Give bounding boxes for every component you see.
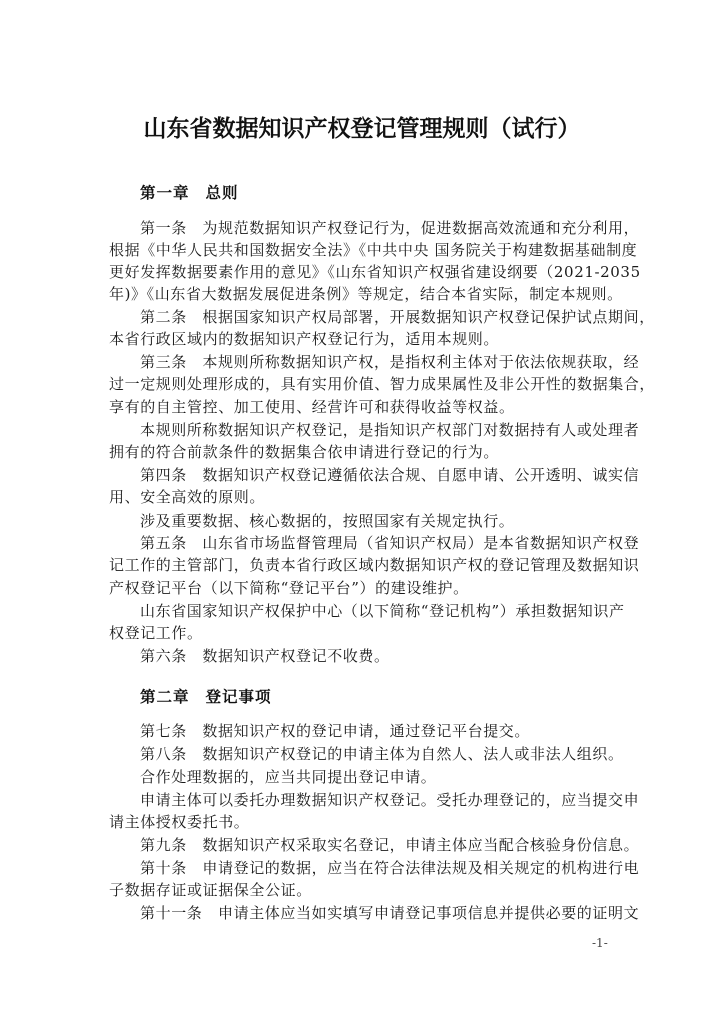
article-5-para-2-line-2: 权登记工作。 [109, 624, 203, 642]
article-8-para-3-line-1: 申请主体可以委托办理数据知识产权登记。受托办理登记的，应当提交申 [140, 791, 640, 809]
article-1-line-3: 更好发挥数据要素作用的意见》《山东省知识产权强省建设纲要（2021-2035 [109, 263, 641, 281]
chapter-name: 总则 [205, 184, 239, 202]
article-5-para-2-line-1: 山东省国家知识产权保护中心（以下简称“登记机构”）承担数据知识产 [140, 602, 625, 620]
article-4-para-2-line-1: 涉及重要数据、核心数据的，按照国家有关规定执行。 [140, 512, 515, 530]
article-4-line-1: 第四条 数据知识产权登记遵循依法合规、自愿申请、公开透明、诚实信 [140, 466, 640, 484]
article-5-line-1: 第五条 山东省市场监督管理局（省知识产权局）是本省数据知识产权登 [140, 534, 640, 552]
chapter-number: 第一章 [140, 184, 190, 202]
article-3-line-2: 过一定规则处理形成的，具有实用价值、智力成果属性及非公开性的数据集合， [109, 375, 656, 393]
article-6-line-1: 第六条 数据知识产权登记不收费。 [140, 647, 390, 665]
article-1-line-2: 根据《中华人民共和国数据安全法》《中共中央 国务院关于构建数据基础制度 [109, 241, 638, 259]
article-11-line-1: 第十一条 申请主体应当如实填写申请登记事项信息并提供必要的证明文 [140, 904, 640, 922]
article-10-line-2: 子数据存证或证据保全公证。 [109, 881, 312, 899]
article-8-para-3-line-2: 请主体授权委托书。 [109, 813, 250, 831]
chapter-heading-2 [140, 685, 272, 707]
article-1-line-4: 年)》《山东省大数据发展促进条例》等规定，结合本省实际，制定本规则。 [109, 285, 623, 303]
article-7-line-1: 第七条 数据知识产权的登记申请，通过登记平台提交。 [140, 722, 531, 740]
article-3-para-2-line-1: 本规则所称数据知识产权登记，是指知识产权部门对数据持有人或处理者 [140, 421, 640, 439]
article-9-line-1: 第九条 数据知识产权采取实名登记，申请主体应当配合核验身份信息。 [140, 836, 640, 854]
article-5-line-3: 产权登记平台（以下简称“登记平台”）的建设维护。 [109, 579, 469, 597]
document-title: 山东省数据知识产权登记管理规则（试行） [143, 116, 581, 142]
page-number: -1- [592, 936, 608, 950]
article-2-line-1: 第二条 根据国家知识产权局部署，开展数据知识产权登记保护试点期间， [140, 308, 655, 326]
article-1-line-1: 第一条 为规范数据知识产权登记行为，促进数据高效流通和充分利用， [140, 219, 640, 237]
chapter-heading-1 [140, 181, 239, 203]
article-8-line-1: 第八条 数据知识产权登记的申请主体为自然人、法人或非法人组织。 [140, 745, 624, 763]
article-4-line-2: 用、安全高效的原则。 [109, 488, 266, 506]
article-3-para-2-line-2: 拥有的符合前款条件的数据集合依申请进行登记的行为。 [109, 443, 500, 461]
article-3-line-3: 享有的自主管控、加工使用、经营许可和获得收益等权益。 [109, 398, 515, 416]
article-3-line-1: 第三条 本规则所称数据知识产权，是指权利主体对于依法依规获取，经 [140, 353, 640, 371]
article-2-line-2: 本省行政区域内的数据知识产权登记行为，适用本规则。 [109, 330, 500, 348]
chapter-number: 第二章 [140, 688, 190, 706]
article-8-para-2-line-1: 合作处理数据的，应当共同提出登记申请。 [140, 768, 437, 786]
article-10-line-1: 第十条 申请登记的数据，应当在符合法律法规及相关规定的机构进行电 [140, 859, 640, 877]
article-5-line-2: 记工作的主管部门，负责本省行政区域内数据知识产权的登记管理及数据知识 [109, 556, 640, 574]
chapter-name: 登记事项 [205, 688, 272, 706]
